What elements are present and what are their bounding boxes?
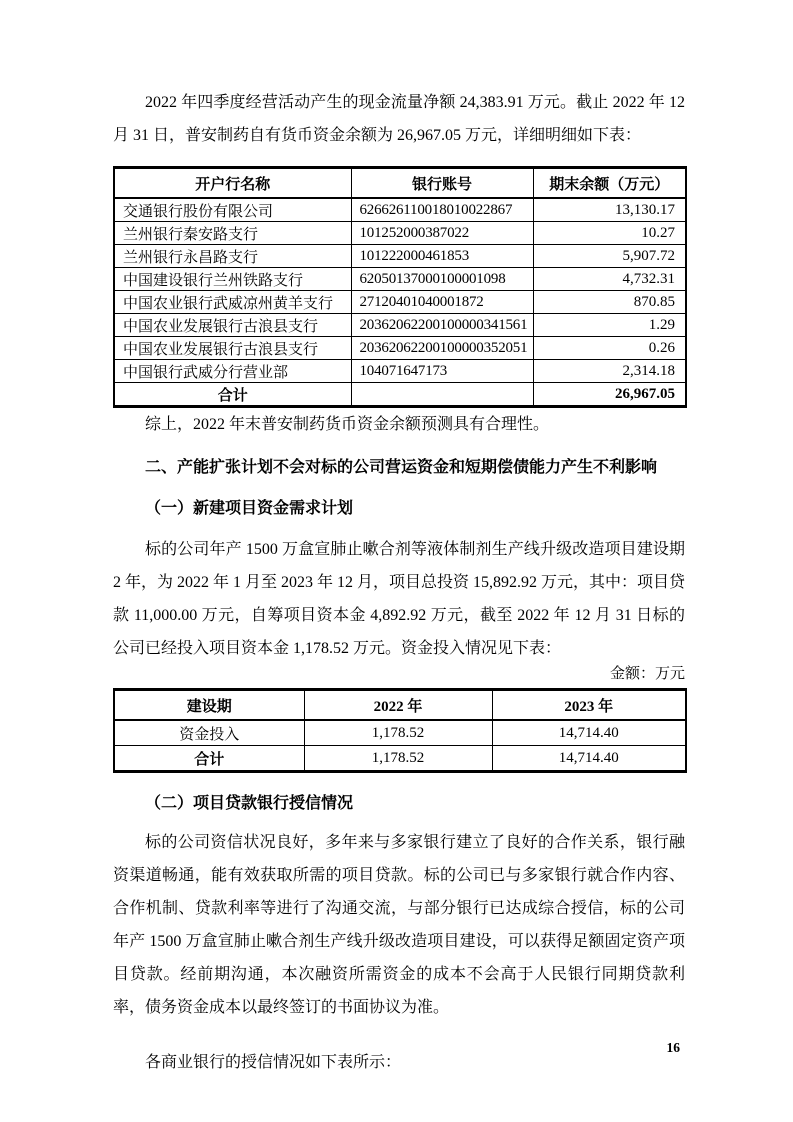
table-row [114,360,686,383]
bank-account: 101222000461853 [351,245,533,268]
invest-2023: 14,714.40 [492,720,686,746]
total-label: 合计 [114,383,351,407]
table-total-row [114,383,686,407]
invest-2022: 1,178.52 [304,720,492,746]
invest-total-label: 合计 [114,746,304,772]
bank-name: 中国农业发展银行古浪县支行 [114,314,351,337]
unit-note: 金额：万元 [609,666,685,682]
table-row [114,720,686,746]
bank-account: 104071647173 [351,360,533,383]
table-row [114,337,686,360]
bank-balance: 5,907.72 [533,245,686,268]
col-header-period: 建设期 [114,690,304,721]
bank-balance: 0.26 [533,337,686,360]
bank-account: 20362062200100000352051 [351,337,533,360]
table-row [114,198,686,222]
investment-table [113,688,687,773]
bank-balance: 1.29 [533,314,686,337]
bank-balance-table [113,166,687,408]
table-row [114,268,686,291]
total-balance: 26,967.05 [533,383,686,407]
subsection-heading-1: （一）新建项目资金需求计划 [145,500,354,517]
paragraph-credit-table-intro: 各商业银行的授信情况如下表所示： [145,1054,402,1071]
table-total-row [114,746,686,772]
bank-balance: 2,314.18 [533,360,686,383]
bank-name: 中国农业发展银行古浪县支行 [114,337,351,360]
paragraph-credit-status: 标的公司资信状况良好，多年来与多家银行建立了良好的合作关系，银行融资渠道畅通，能有效获取所需的项目贷款。标的公司已与多家银行就合作内容、合作机制、贷款利率等进行了沟通交流，与部分银行已达成综合授信，标的公司年产 1500 万盒宣肺止嗽合剂生产线升级改造项目建设，可以获得足额固定资产项目贷款。经前期沟通，本次融资所需资金的成本不会高于人民银行同期贷款利率，债务资金成本以最终签订的书面协议为准。 [113,834,685,1016]
paragraph-project-plan: 标的公司年产 1500 万盒宣肺止嗽合剂等液体制剂生产线升级改造项目建设期 2 年，为 2022 年 1 月至 2023 年 12 月，项目总投资 15,892.92 万元，其中：项目贷款 11,000.00 万元，自筹项目资本金 4,892.92 万元，截至 2022 年 12 月 31 日标的公司已经投入项目资本金 1,178.52 万元。资金投入情况见下表： [113,541,686,657]
invest-total-2022: 1,178.52 [304,746,492,772]
bank-name: 交通银行股份有限公司 [114,198,351,222]
paragraph-summary: 综上，2022 年末普安制药货币资金余额预测具有合理性。 [145,416,550,433]
bank-account: 101252000387022 [351,222,533,245]
table-header-row [114,168,686,199]
subsection-heading-2: （二）项目贷款银行授信情况 [145,795,354,812]
bank-name: 兰州银行永昌路支行 [114,245,351,268]
bank-balance: 870.85 [533,291,686,314]
page-number: 16 [666,1040,680,1055]
bank-account: 27120401040001872 [351,291,533,314]
col-header-account: 银行账号 [351,168,533,199]
table-header-row [114,690,686,721]
section-heading-2: 二、产能扩张计划不会对标的公司营运资金和短期偿债能力产生不利影响 [145,459,658,476]
bank-account: 626626110018010022867 [351,198,533,222]
bank-name: 中国建设银行兰州铁路支行 [114,268,351,291]
bank-account: 20362062200100000341561 [351,314,533,337]
bank-balance: 4,732.31 [533,268,686,291]
table-row [114,291,686,314]
bank-name: 中国农业银行武威凉州黄羊支行 [114,291,351,314]
paragraph-cash-flow: 2022 年四季度经营活动产生的现金流量净额 24,383.91 万元。截止 2022 年 12 月 31 日，普安制药自有货币资金余额为 26,967.05 万元，详细明细如下表： [113,94,685,144]
table-row [114,222,686,245]
total-account-empty [351,383,533,407]
bank-balance: 10.27 [533,222,686,245]
table-row [114,245,686,268]
col-header-2022: 2022 年 [304,690,492,721]
invest-total-2023: 14,714.40 [492,746,686,772]
bank-name: 中国银行武威分行营业部 [114,360,351,383]
col-header-bank-name: 开户行名称 [114,168,351,199]
bank-name: 兰州银行秦安路支行 [114,222,351,245]
invest-label: 资金投入 [114,720,304,746]
bank-account: 62050137000100001098 [351,268,533,291]
col-header-2023: 2023 年 [492,690,686,721]
table-row [114,314,686,337]
bank-balance: 13,130.17 [533,198,686,222]
col-header-balance: 期末余额（万元） [533,168,686,199]
